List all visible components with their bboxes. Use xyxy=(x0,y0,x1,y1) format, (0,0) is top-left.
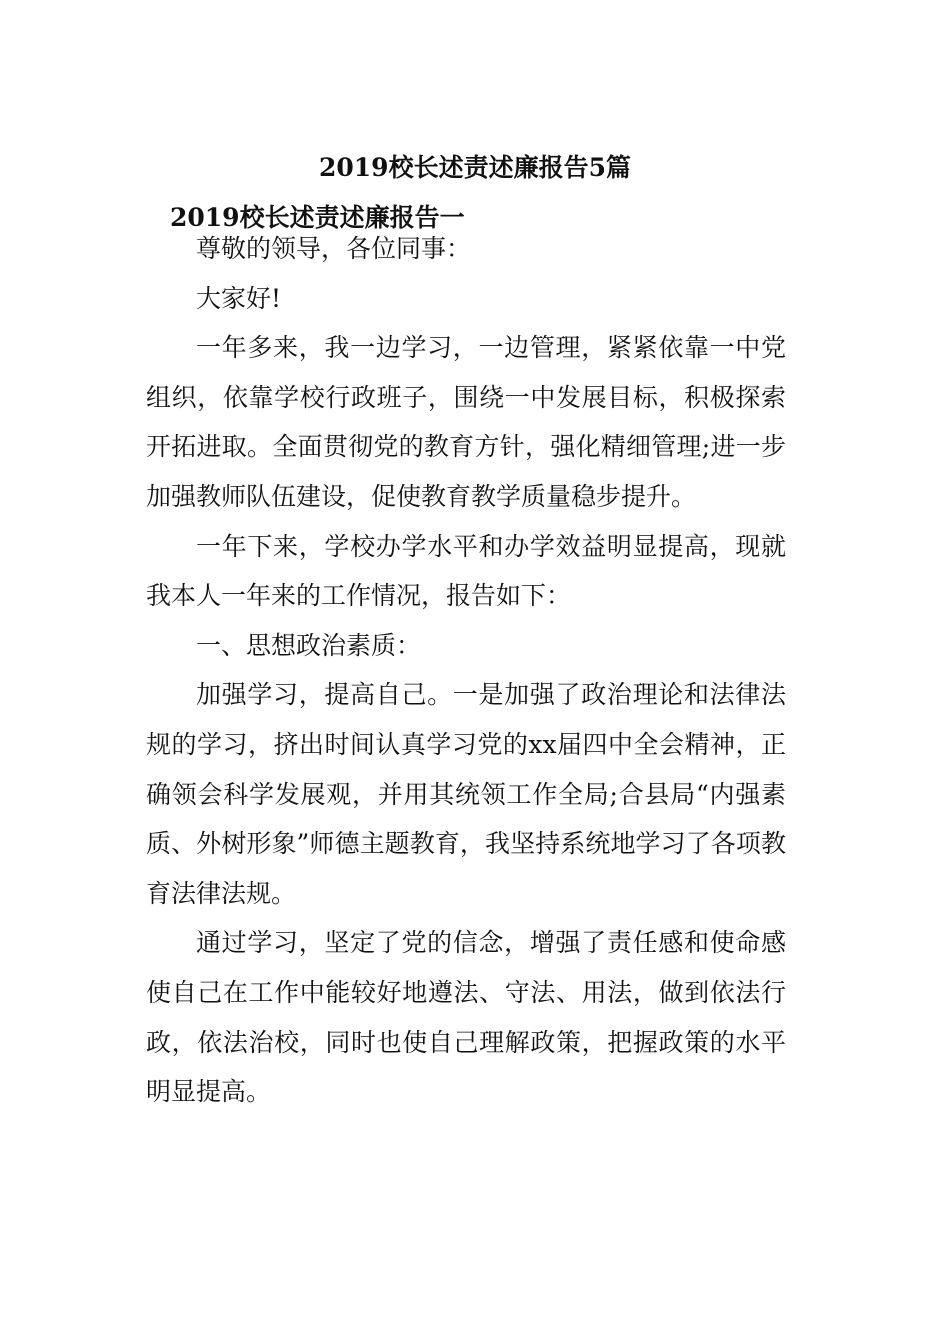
paragraph-greeting: 大家好! xyxy=(196,283,282,313)
document-title: 2019校长述责述廉报告5篇 xyxy=(319,153,631,182)
section-title: 2019校长述责述廉报告一 xyxy=(170,203,465,232)
paragraph-intro: 一年多来，我一边学习，一边管理，紧紧依靠一中党组织，依靠学校行政班子，围绕一中发展目标，积极探索开拓进取。全面贯彻党的教育方针，强化精细管理;进一步加强教师队伍建设，促使教育教学质量稳步提升。 xyxy=(146,333,786,511)
paragraph-heading-political: 一、思想政治素质： xyxy=(196,630,422,660)
paragraph-result: 通过学习，坚定了党的信念，增强了责任感和使命感使自己在工作中能较好地遵法、守法、用法，做到依法行政，依法治校，同时也使自己理解政策，把握政策的水平明显提高。 xyxy=(146,928,786,1107)
document-body xyxy=(146,224,786,1117)
paragraph-salutation: 尊敬的领导，各位同事： xyxy=(196,234,472,263)
paragraph-study: 加强学习，提高自己。一是加强了政治理论和法律法规的学习，挤出时间认真学习党的xx届四中全会精神，正确领会科学发展观，并用其统领工作全局;合县局“内强素质、外树形象”师德主题教育，我坚持系统地学习了各项教育法律法规。 xyxy=(146,680,786,908)
paragraph-summary: 一年下来，学校办学水平和办学效益明显提高，现就我本人一年来的工作情况，报告如下： xyxy=(146,531,786,611)
